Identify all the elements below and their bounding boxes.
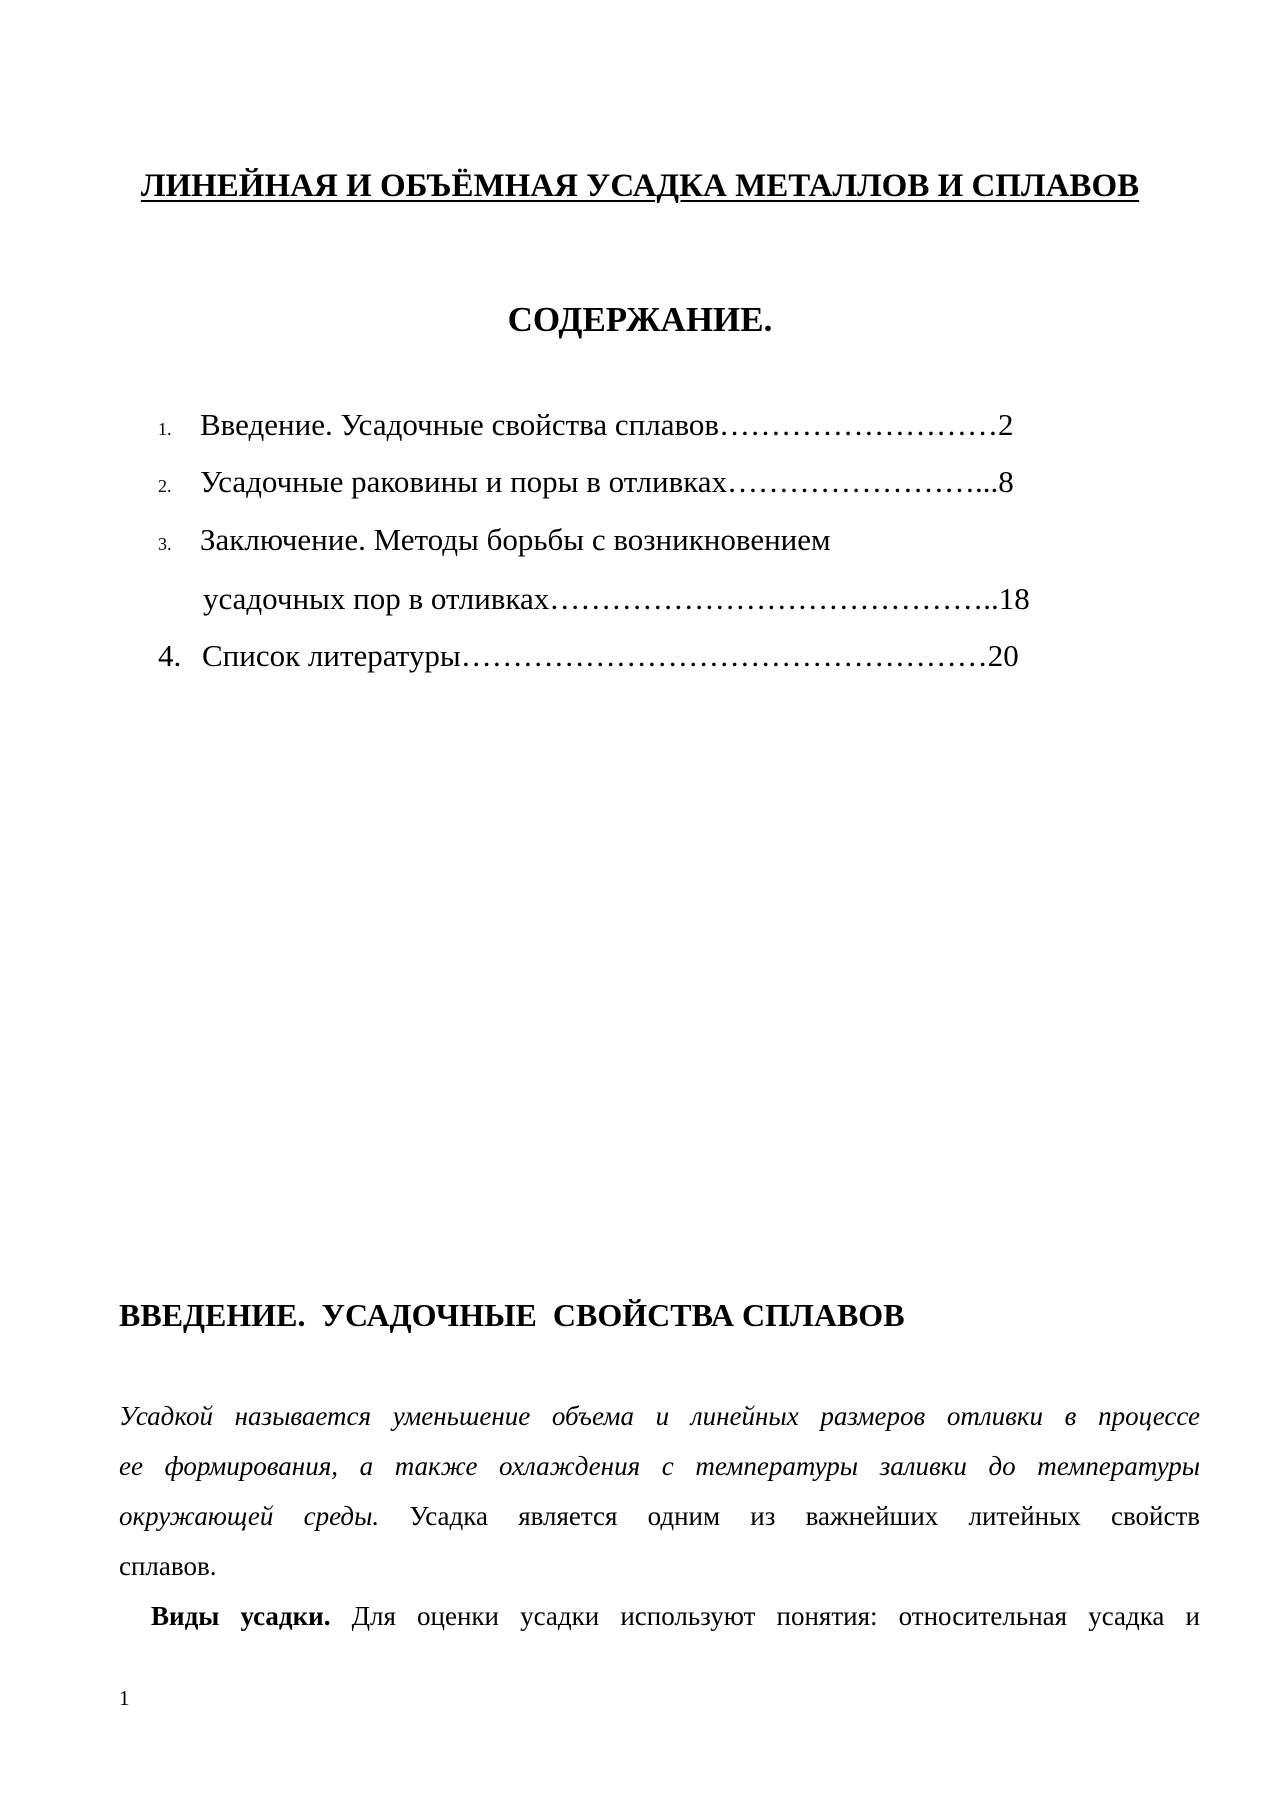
toc-item-number: 1. bbox=[158, 419, 172, 439]
bold-lead: Виды усадки. bbox=[151, 1601, 331, 1631]
toc-item-text: Усадочные раковины и поры в отливках……………………...8 bbox=[200, 464, 1014, 499]
toc-item-text: Заключение. Методы борьбы с возникновением bbox=[200, 522, 831, 557]
paragraph-line bbox=[151, 1603, 1200, 1630]
paragraph-line: Усадкой называется уменьшение объема и линейных размеров отливки в процессе bbox=[119, 1401, 1200, 1431]
toc-item-text: Список литературы……………………………………………20 bbox=[202, 638, 1019, 673]
toc-item-2 bbox=[158, 466, 1014, 497]
toc-item-3-continuation: усадочных пор в отливках……………………………………..18 bbox=[203, 581, 1030, 616]
paragraph-text: Для оценки усадки используют понятия: относительная усадка и bbox=[351, 1601, 1201, 1631]
paragraph-text: Усадка является одним из важнейших литейных свойств bbox=[409, 1501, 1201, 1531]
toc-heading: СОДЕРЖАНИЕ. bbox=[507, 300, 773, 339]
toc-item-number: 4. bbox=[158, 638, 182, 673]
toc-item-3 bbox=[158, 524, 831, 555]
toc-item-text: Введение. Усадочные свойства сплавов………………………2 bbox=[200, 407, 1014, 442]
toc-item-1 bbox=[158, 409, 1014, 440]
document-title: ЛИНЕЙНАЯ И ОБЪЁМНАЯ УСАДКА МЕТАЛЛОВ И СПЛАВОВ bbox=[140, 168, 1140, 204]
paragraph-line bbox=[119, 1503, 1200, 1530]
toc-item-4 bbox=[158, 640, 1019, 671]
page-number: 1 bbox=[119, 1686, 130, 1710]
toc-item-number: 2. bbox=[158, 476, 172, 496]
italic-phrase: окружающей среды. bbox=[119, 1501, 380, 1531]
paragraph-line: ее формирования, а также охлаждения с температуры заливки до температуры bbox=[119, 1451, 1200, 1481]
toc-item-number: 3. bbox=[158, 534, 172, 554]
paragraph-line: сплавов. bbox=[119, 1551, 217, 1581]
section-heading: ВВЕДЕНИЕ. УСАДОЧНЫЕ СВОЙСТВА СПЛАВОВ bbox=[119, 1297, 905, 1333]
